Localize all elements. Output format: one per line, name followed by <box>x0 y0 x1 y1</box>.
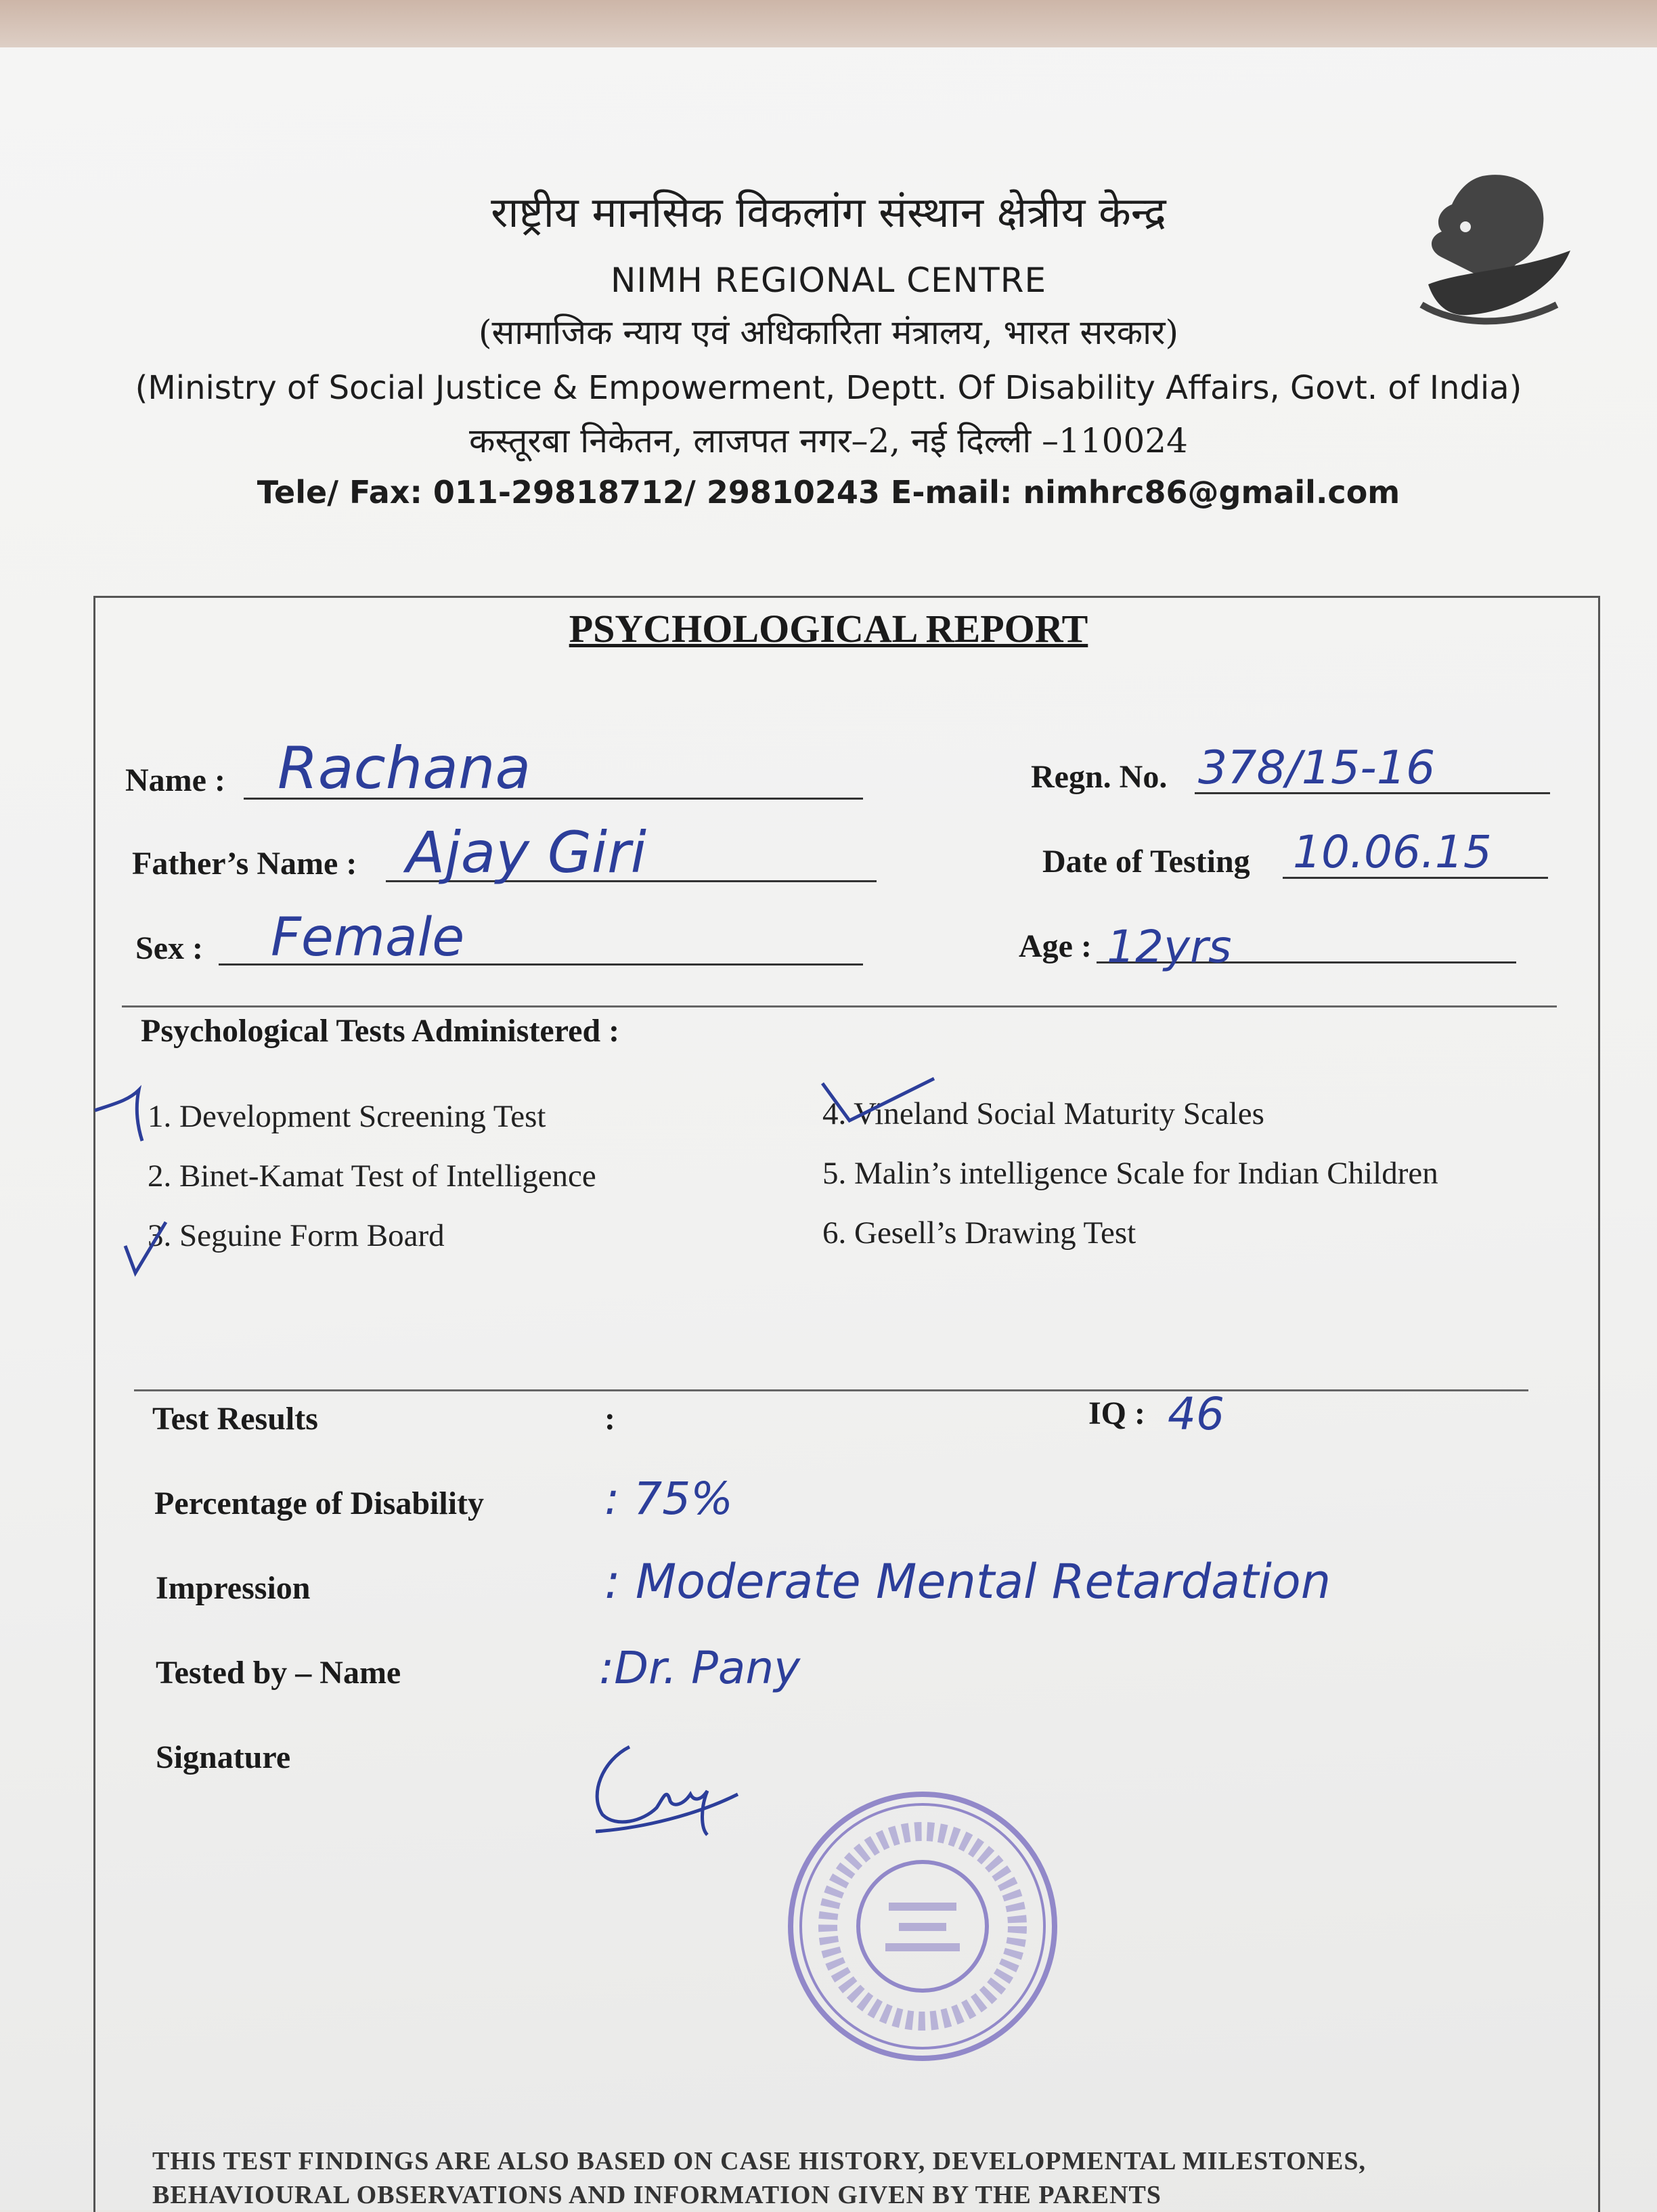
disability-value: : 75% <box>604 1473 733 1525</box>
test-item: 1. Development Screening Test <box>148 1099 546 1134</box>
org-name-hindi: राष्ट्रीय मानसिक विकलांग संस्थान क्षेत्रीय केन्द्र <box>491 188 1166 237</box>
father-value: Ajay Giri <box>406 819 646 886</box>
test-item: 3. Seguine Form Board <box>148 1218 445 1253</box>
test-item: 2. Binet-Kamat Test of Intelligence <box>148 1158 596 1194</box>
sex-label: Sex : <box>135 930 203 966</box>
tested-by-label: Tested by – Name <box>156 1655 401 1691</box>
ministry: (Ministry of Social Justice & Empowerment, Deptt. Of Disability Affairs, Govt. of India) <box>135 369 1522 407</box>
contact-info: Tele/ Fax: 011-29818712/ 29810243 E-mail: nimhrc86@gmail.com <box>257 474 1400 511</box>
sex-value: Female <box>271 907 465 968</box>
test-results-label: Test Results <box>152 1401 318 1437</box>
regn-value: 378/15-16 <box>1198 741 1436 795</box>
check-mark-icon <box>819 1073 941 1127</box>
test-results-colon: : <box>604 1401 615 1437</box>
test-item: 4. Vineland Social Maturity Scales <box>822 1096 1264 1131</box>
footer-line-1: THIS TEST FINDINGS ARE ALSO BASED ON CASE HISTORY, DEVELOPMENTAL MILESTONES, <box>152 2147 1366 2175</box>
date-value: 10.06.15 <box>1293 826 1492 878</box>
divider-1 <box>122 1005 1557 1007</box>
nimh-head-logo-icon <box>1401 169 1577 332</box>
check-mark-icon <box>118 1212 179 1280</box>
regn-label: Regn. No. <box>1031 759 1168 795</box>
test-item: 5. Malin’s intelligence Scale for Indian Children <box>822 1156 1438 1191</box>
name-value: Rachana <box>278 735 531 802</box>
iq-label: IQ : <box>1088 1395 1145 1431</box>
official-seal-stamp <box>784 1787 1061 2065</box>
impression-label: Impression <box>156 1570 311 1606</box>
org-name: NIMH REGIONAL CENTRE <box>610 261 1047 300</box>
date-label: Date of Testing <box>1042 844 1250 880</box>
footer-line-2: BEHAVIOURAL OBSERVATIONS AND INFORMATION GIVEN BY THE PARENTS <box>152 2181 1162 2209</box>
age-label: Age : <box>1019 928 1092 964</box>
disability-label: Percentage of Disability <box>154 1485 485 1521</box>
tested-by-value: :Dr. Pany <box>599 1642 801 1694</box>
age-value: 12yrs <box>1107 921 1232 973</box>
report-title: PSYCHOLOGICAL REPORT <box>569 607 1088 651</box>
impression-value: : Moderate Mental Retardation <box>604 1554 1331 1609</box>
signature-image <box>582 1733 745 1848</box>
father-label: Father’s Name : <box>132 846 357 882</box>
name-label: Name : <box>125 762 225 798</box>
address-hindi: कस्तूरबा निकेतन, लाजपत नगर–2, नई दिल्ली –110024 <box>469 421 1188 460</box>
tests-heading: Psychological Tests Administered : <box>141 1013 620 1049</box>
ministry-hindi: (सामाजिक न्याय एवं अधिकारिता मंत्रालय, भारत सरकार) <box>478 313 1179 352</box>
divider-2 <box>134 1389 1528 1391</box>
iq-value: 46 <box>1168 1388 1224 1440</box>
signature-label: Signature <box>156 1739 291 1775</box>
test-item: 6. Gesell’s Drawing Test <box>822 1215 1136 1251</box>
check-mark-icon <box>88 1077 169 1144</box>
